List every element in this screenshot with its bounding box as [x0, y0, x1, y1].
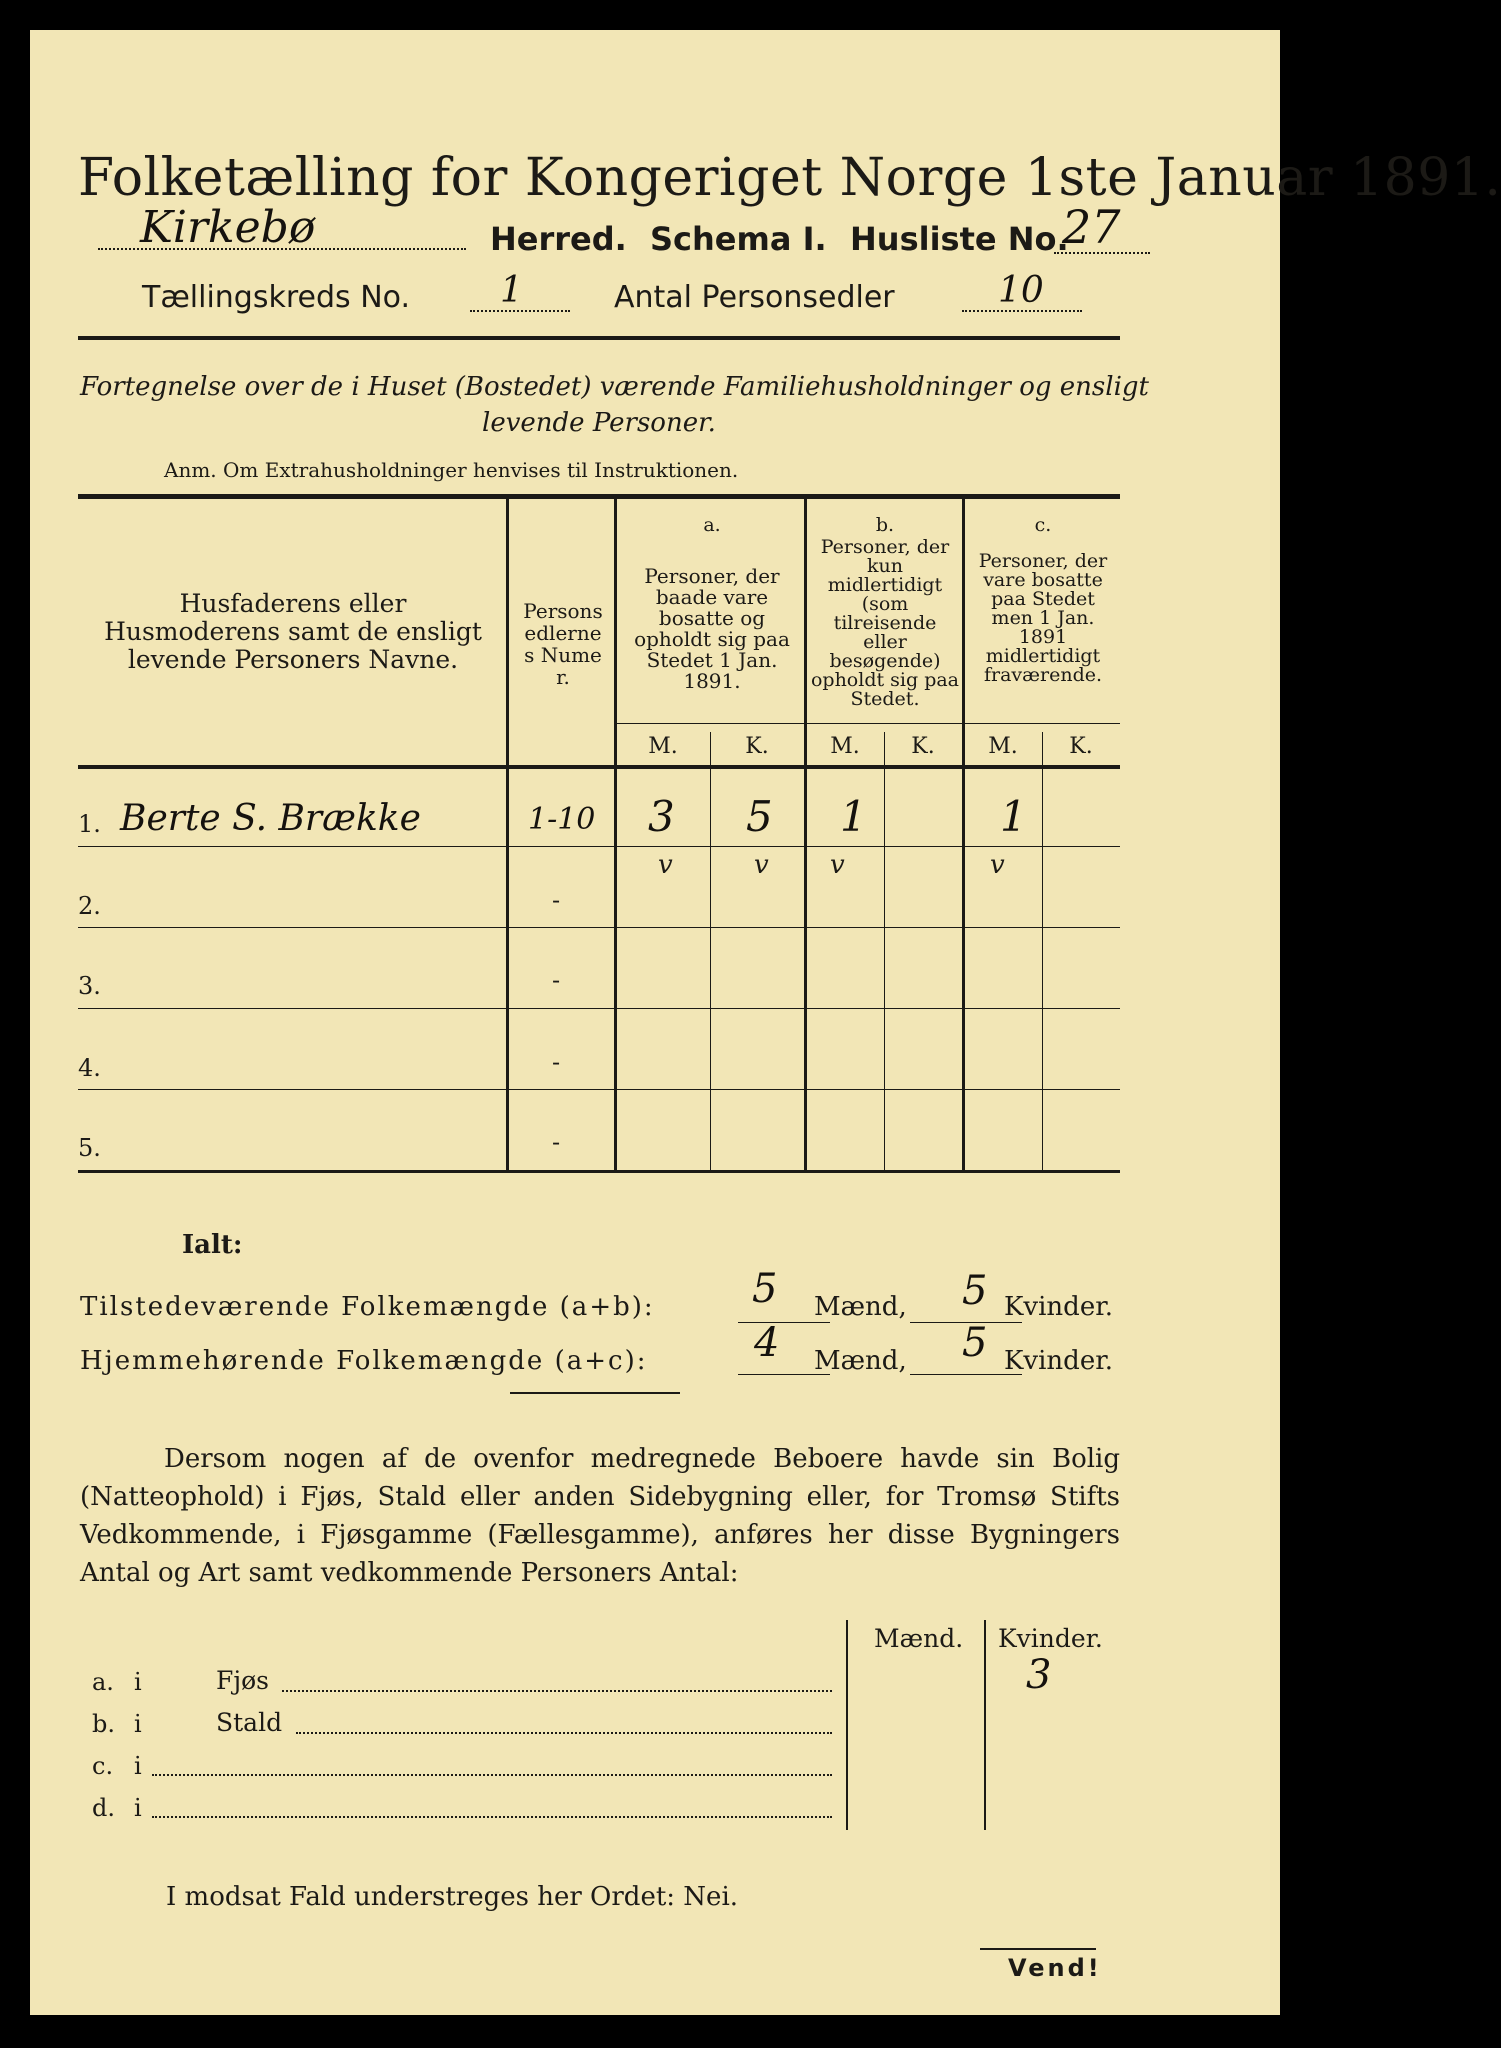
row-rule-1 [78, 846, 1120, 847]
col-rule-2 [614, 498, 617, 1172]
kreds-label: Tællingskreds No. [142, 280, 410, 315]
bolig-row-a-label: Fjøs [216, 1666, 269, 1695]
antal-value: 10 [998, 270, 1044, 311]
bolig-row-b-label: Stald [216, 1708, 283, 1737]
bolig-col-kvinder: Kvinder. [998, 1624, 1103, 1653]
check-mark: v [830, 850, 845, 880]
c-m-label: M. [988, 734, 1018, 759]
row-rule-3 [78, 1008, 1120, 1009]
bolig-paragraph: Dersom nogen af de ovenfor medregnede Beboere havde sin Bolig (Natteophold) i Fjøs, Stald eller anden Sidebygning eller, for Tromsø Stifts Vedkommende, i Fjøsgamme (Fællesgamme), anføres her disse Bygningers Antal og Art samt vedkommende Personers Antal: [80, 1444, 1120, 1588]
table-row-5-no: 5. [78, 1134, 101, 1162]
col-c-header: Personer, der vare bosatte paa Stedet men 1 Jan. 1891 midlertidigt fraværende. [978, 550, 1108, 686]
form-title: Folketælling for Kongeriget Norge 1ste Januar 1891. [78, 148, 1501, 208]
col-names-header: Husfaderens eller Husmoderens samt de ensligt levende Personers Navne. [104, 589, 482, 674]
bolig-footer: I modsat Fald understreges her Ordet: Nei. [166, 1882, 739, 1912]
a-k-label: K. [745, 734, 769, 759]
totals-line-1-kvinder-label: Kvinder. [1004, 1292, 1114, 1322]
table-row-5-numer: - [552, 1128, 561, 1156]
table-row-3-no: 3. [78, 972, 101, 1000]
mk-rule [616, 723, 1120, 724]
col-rule-b-mk [884, 732, 885, 1172]
col-rule-1 [506, 498, 509, 1172]
vend-label: Vend! [1008, 1954, 1102, 1982]
table-row-2-numer: - [552, 886, 561, 914]
col-rule-4 [962, 498, 965, 1172]
col-a-header: Personer, der baade vare bosatte og opholdt sig paa Stedet 1 Jan. 1891. [634, 564, 790, 693]
table-row-1-numer: 1-10 [528, 802, 596, 837]
bolig-row-d-letter: d. [92, 1794, 115, 1822]
header-rule [78, 336, 1120, 340]
bolig-row-b-prefix: i [134, 1710, 142, 1738]
table-row-4-no: 4. [78, 1054, 101, 1082]
bolig-row-d-dots [152, 1816, 832, 1818]
table-row-1-a-k: 5 [746, 792, 773, 841]
intro-line-1: Fortegnelse over de i Huset (Bostedet) værende Familiehusholdninger og ensligt [80, 372, 1149, 402]
herred-value: Kirkebø [140, 202, 316, 253]
totals-line-2-label: Hjemmehørende Folkemængde (a+c): [80, 1346, 648, 1376]
kreds-value: 1 [500, 270, 523, 311]
table-row-2-no: 2. [78, 892, 101, 920]
anm-note: Anm. Om Extrahusholdninger henvises til Instruktionen. [164, 458, 739, 482]
bolig-col-rule-1 [846, 1620, 848, 1830]
schema-label: Schema I. [650, 220, 827, 258]
table-row-1-a-m: 3 [648, 792, 675, 841]
bolig-row-b-letter: b. [92, 1710, 115, 1738]
col-rule-a-mk [710, 732, 711, 1172]
b-m-label: M. [830, 734, 860, 759]
bolig-row-a-letter: a. [92, 1668, 114, 1696]
row-rule-4 [78, 1089, 1120, 1090]
bolig-col-maend: Mænd. [874, 1624, 964, 1653]
intro-line-2: levende Personer. [482, 408, 716, 438]
totals-line-2-maend: 4 [754, 1320, 780, 1366]
totals-line-1-kvinder: 5 [962, 1268, 988, 1314]
section-divider [510, 1392, 680, 1394]
col-b-header: Personer, der kun midlertidigt (som tilreisende eller besøgende) opholdt sig paa Stedet. [810, 536, 960, 710]
col-rule-3 [804, 498, 807, 1172]
vend-rule [980, 1948, 1096, 1950]
totals-line-1-maend-label: Mænd, [814, 1292, 907, 1322]
b-k-label: K. [911, 734, 935, 759]
table-row-1-b-m: 1 [840, 792, 867, 841]
herred-label: Herred. [490, 220, 627, 258]
check-mark: v [658, 850, 673, 880]
census-form [30, 30, 1501, 2015]
totals-line-1-label: Tilstedeværende Folkemængde (a+b): [80, 1292, 655, 1322]
totals-line-1-maend: 5 [752, 1266, 778, 1312]
bolig-row-a-kvinder: 3 [1026, 1652, 1052, 1698]
totals-line-2-kvinder-label: Kvinder. [1004, 1346, 1114, 1376]
totals-line-2-kvinder: 5 [962, 1320, 988, 1366]
husliste-value: 27 [1062, 200, 1121, 254]
totals-1-maend-line [738, 1322, 830, 1323]
check-mark: v [754, 850, 769, 880]
table-row-1-no: 1. [78, 810, 101, 838]
totals-line-2-maend-label: Mænd, [814, 1346, 907, 1376]
bolig-row-a-dots [282, 1690, 832, 1692]
bolig-row-a-prefix: i [134, 1668, 142, 1696]
table-row-4-numer: - [552, 1048, 561, 1076]
ialt-label: Ialt: [182, 1230, 243, 1260]
c-k-label: K. [1069, 734, 1093, 759]
col-c-letter: c. [1034, 514, 1052, 536]
table-row-1-c-m: 1 [1000, 792, 1027, 841]
row-rule-2 [78, 927, 1120, 928]
col-a-letter: a. [703, 514, 721, 536]
col-b-letter: b. [875, 514, 895, 536]
col-numer-header: Personsedlernes Numer. [523, 599, 603, 689]
bolig-row-c-letter: c. [92, 1752, 114, 1780]
table-row-1-name: Berte S. Brække [120, 798, 421, 839]
a-m-label: M. [648, 734, 678, 759]
bolig-col-rule-2 [984, 1620, 986, 1830]
antal-label: Antal Personsedler [614, 280, 895, 315]
bolig-row-b-dots [296, 1732, 832, 1734]
col-rule-c-mk [1042, 732, 1043, 1172]
bolig-row-c-prefix: i [134, 1752, 142, 1780]
husliste-label: Husliste No. [850, 220, 1069, 258]
bolig-row-c-dots [152, 1774, 832, 1776]
table-row-3-numer: - [552, 966, 561, 994]
check-mark: v [990, 850, 1005, 880]
bolig-row-d-prefix: i [134, 1794, 142, 1822]
